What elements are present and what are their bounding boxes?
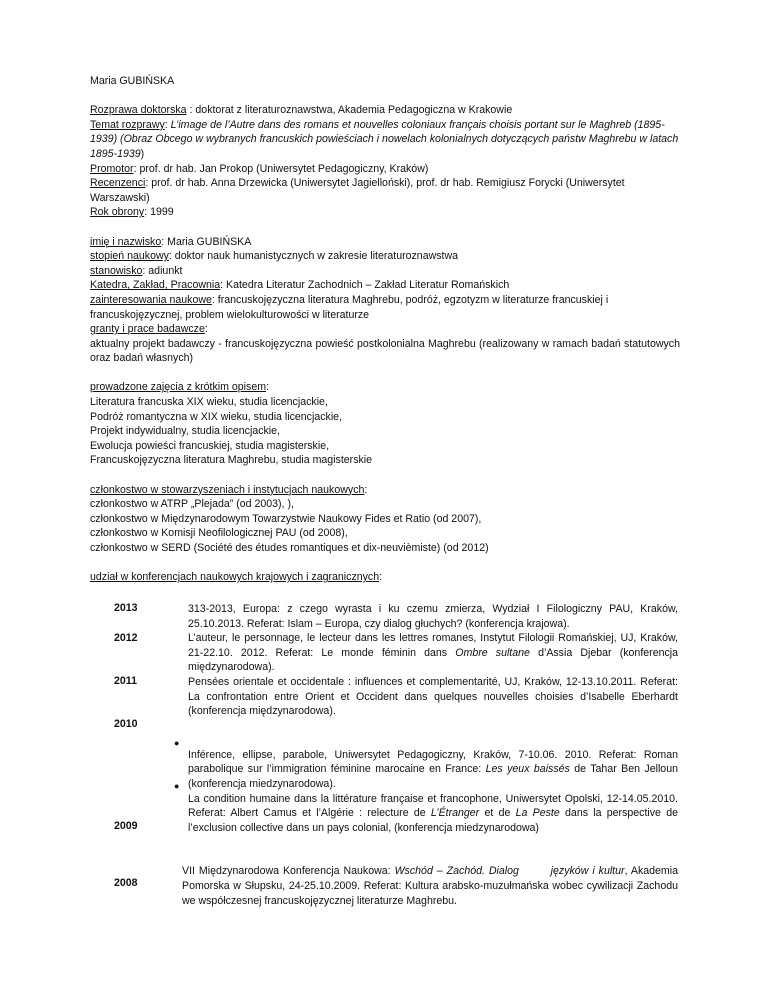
defense-year-line	[90, 205, 680, 220]
entry-2012-end: d’Assia Djebar (konferencja międzynarodowa).	[188, 646, 679, 674]
label-rozprawa: Rozprawa doktorska	[90, 104, 187, 117]
entry-2010b-mid: et de	[479, 807, 516, 820]
entry-2009-end: , Akademia Pomorska w Słupsku, 24-25.10.2009. Referat: Kultura arabsko-muzułmańska wobec cywilizacji Zachodu we współczesnej francuskojęzycznej literaturze Maghrebu.	[182, 865, 678, 907]
imie-value: : Maria GUBIŃSKA	[161, 235, 252, 248]
author-name: Maria GUBIŃSKA	[90, 75, 175, 87]
entry-2009-title: Wschód – Zachód. Dialog języków i kultur	[394, 865, 625, 878]
list-item: Podróż romantyczna w XIX wieku, studia licencjackie,	[90, 410, 343, 423]
list-item: Literatura francuska XIX wieku, studia licencjackie,	[90, 396, 328, 409]
label-memberships: członkostwo w stowarzyszeniach i instytucjach naukowych	[90, 483, 365, 496]
conference-entry-2013: 313-2013, Europa: z czego wyrasta i ku czemu zmierza, Wydział I Filologiczny PAU, Kraków, 25.10.2013. Referat: Islam – Europa, czy dialog głuchych? (konferencja krajowa).	[188, 603, 678, 630]
label-imie: imię i nazwisko	[90, 235, 162, 248]
entry-2010a-title: Les yeux baissés	[485, 763, 570, 776]
year-2008: 2008	[114, 877, 138, 889]
conference-entry-2012	[188, 631, 678, 675]
conference-entry-2009	[182, 864, 678, 908]
bullet-icon: ●	[174, 738, 180, 748]
promotor-line	[90, 162, 680, 177]
label-rok: Rok obrony	[90, 206, 145, 219]
katedra-value: : Katedra Literatur Zachodnich – Zakład Literatur Romańskich	[220, 279, 510, 292]
year-2010: 2010	[114, 718, 138, 730]
conference-entry-2011: Pensées orientale et occidentale : influences et complementarité, UJ, Kraków, 12-13.10.2011. Referat: La confrontation entre Orient et Occident dans quelques nouvelles choisies d’Isabelle Eberhardt (konferencja międzynarodowa).	[188, 675, 678, 718]
document-body	[90, 74, 680, 585]
topic-title: L’image de l’Autre dans des romans et nouvelles coloniaux français choisis portant sur le Maghreb (1895-1939) (Obraz Obcego w wybranych francuskich powieściach i nowelach kolonialnych dotyczących państw Maghrebu w latach 1895-1939	[90, 118, 679, 160]
entry-2009-text: VII Międzynarodowa Konferencja Naukowa:	[182, 865, 395, 878]
granty-colon: :	[204, 323, 208, 336]
year-2009: 2009	[114, 820, 138, 832]
topic-line	[90, 118, 680, 162]
year-2012: 2012	[114, 632, 138, 644]
stopien-value: : doktor nauk humanistycznych w zakresie literaturoznawstwa	[168, 250, 459, 263]
grants-value: aktualny projekt badawczy - francuskojęzyczna powieść postkolonialna Maghrebu (realizowany w ramach badań statutowych oraz badań własnych)	[90, 337, 680, 365]
conferences-heading	[90, 570, 680, 585]
list-item: członkostwo w Komisji Neofilologicznej PAU (od 2008),	[90, 527, 348, 540]
label-zainteresowania: zainteresowania naukowe	[90, 293, 212, 306]
entry-2010b-end: dans la perspective de l’exclusion collective dans un pays colonial, (konferencja miedzynarodowa)	[188, 807, 678, 834]
zainteresowania-value: : francuskojęzyczna literatura Maghrebu, podróż, egzotyzm w literaturze francuskiej i francuskojęzycznej, problem wielokulturowości w literaturze	[90, 293, 609, 321]
list-item: członkostwo w ATRP „Plejada” (od 2003), ),	[90, 498, 294, 511]
memberships-heading	[90, 483, 680, 498]
bullet-icon: ●	[174, 781, 180, 791]
label-granty: granty i prace badawcze	[90, 323, 205, 336]
label-temat: Temat rozprawy	[90, 118, 165, 131]
entry-2010b-title2: La Peste	[515, 807, 560, 820]
temat-colon: :	[164, 118, 171, 131]
reviewers-line	[90, 176, 680, 205]
entry-2010a-end: de Tahar Ben Jelloun (konferencja miedzynarodowa).	[188, 763, 678, 790]
conference-entry-2010b	[188, 792, 678, 836]
position-line	[90, 264, 680, 279]
temat-end: )	[140, 147, 145, 160]
rok-value: : 1999	[144, 206, 174, 219]
label-stanowisko: stanowisko	[90, 264, 143, 277]
grants-heading	[90, 322, 680, 337]
entry-2010b-text: La condition humaine dans la littérature française et francophone, Uniwersytet Opolski, 12-14.05.2010. Referat: Albert Camus et l’Algérie : relecture de	[188, 792, 678, 820]
list-item: Francuskojęzyczna literatura Maghrebu, studia magisterskie	[90, 454, 373, 467]
recenzenci-value: : prof. dr hab. Anna Drzewicka (Uniwersytet Jagielloński), prof. dr hab. Remigiusz Forycki (Uniwersytet Warszawski)	[90, 177, 625, 204]
label-recenzenci: Recenzenci	[90, 177, 146, 190]
rozprawa-value: : doktorat z literaturoznawstwa, Akademia Pedagogiczna w Krakowie	[186, 104, 513, 117]
memberships-colon: :	[364, 483, 368, 496]
list-item: Ewolucja powieści francuskiej, studia magisterskie,	[90, 439, 330, 452]
list-item: członkostwo w Międzynarodowym Towarzystwie Naukowy Fides et Ratio (od 2007),	[90, 512, 482, 525]
label-katedra: Katedra, Zakład, Pracownia	[90, 279, 221, 292]
label-conferences: udział w konferencjach naukowych krajowych i zagranicznych	[90, 571, 380, 584]
list-item: Projekt indywidualny, studia licencjackie,	[90, 425, 280, 438]
degree-line	[90, 249, 680, 264]
department-line	[90, 278, 680, 293]
stanowisko-value: : adiunkt	[142, 264, 183, 277]
year-2013: 2013	[114, 602, 138, 614]
courses-heading	[90, 380, 680, 395]
courses-colon: :	[266, 381, 270, 394]
promotor-value: : prof. dr hab. Jan Prokop (Uniwersytet Pedagogiczny, Kraków)	[133, 162, 429, 175]
label-promotor: Promotor	[90, 162, 134, 175]
conference-list	[182, 602, 679, 908]
entry-2012-text: L’auteur, le personnage, le lecteur dans les lettres romanes, Instytut Filologii Romańskiej, UJ, Kraków, 21-22.10. 2012. Referat: Le monde féminin dans	[188, 632, 678, 659]
entry-2010a-text: Inférence, ellipse, parabole, Uniwersytet Pedagogiczny, Kraków, 7-10.06. 2010. Referat: Roman parabolique sur l’immigration féminine marocaine en France:	[188, 748, 678, 776]
list-item: członkostwo w SERD (Société des études romantiques et dix-neuvièmiste) (od 2012)	[90, 542, 489, 554]
conference-entry-2010a	[188, 748, 678, 792]
year-2011: 2011	[114, 675, 137, 687]
thesis-line	[90, 103, 680, 118]
conferences-colon: :	[379, 571, 383, 584]
name-line	[90, 235, 680, 250]
interests-line	[90, 293, 680, 322]
label-stopien: stopień naukowy	[90, 250, 169, 263]
label-courses: prowadzone zajęcia z krótkim opisem	[90, 381, 267, 394]
entry-2012-title: Ombre sultane	[455, 646, 530, 659]
entry-2010b-title1: L’Étranger	[430, 807, 480, 820]
